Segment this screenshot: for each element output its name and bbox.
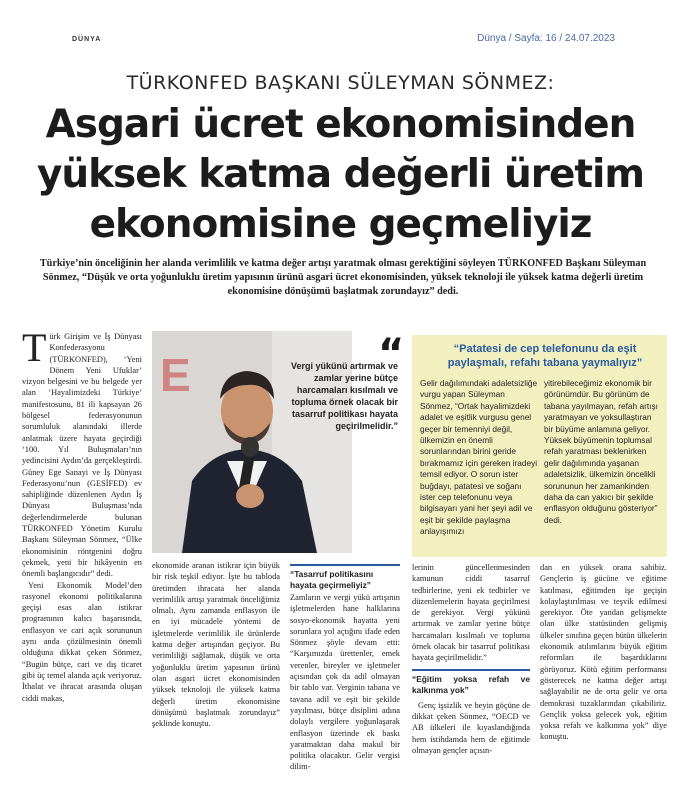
- article-column-1: [22, 331, 142, 797]
- article-deck: Türkiye’nin önceliğinin her alanda verimlilik ve katma değer artışı yaratmak olması gerektiğini söyleyen TÜRKONFED Başkanı Süleyman Sönmez, “Düşük ve orta yoğunluklu üretim yapısının ürünü asgari ücret ekonomisinden, yüksek teknoloji ile yüksek katma değerli üretim ekonomisine dönüşümü başlatmak zorundayız” dedi.: [39, 258, 647, 297]
- sidebar-column-left: Gelir dağılımındaki adaletsizliğe vurgu yapan Süleyman Sönmez, “Ortak hayalimizdeki adalet ve eşitlik vurgusu genel geçer bir temenniyi değil, ülkemizin en önemli sorunlarından birini geride bırakmamız için gereken iradeyi temsil ediyor. O sorun ister buğdayı, patatesi ve soğanı ister cep telefonunu veya bilgisayarı yani her şeyi adil ve eşit bir şekilde paylaşma anlayışımızı: [420, 378, 538, 537]
- headline-line: yüksek katma değerli üretim: [36, 152, 645, 197]
- column-paragraph: Genç işsizlik ve beyin göçüne de dikkat çeken Sönmez, “OECD ve AB ülkeleri ile kıyaslandığında hem istihdamda hem de eğitimde olmayan gençler açısın-: [412, 700, 530, 755]
- column-text: lerinin güncellenmesinden kamunun ciddi tasarruf tedbirlerine, yeni ek tedbirler ve düzenlemelerin hayata geçirilmesi de gerekiyor. Vergi yükünü artırmak ve zamlar yerine bütçe harcamaları kısılmalı ve topluma örnek olacak bir tasarruf politikası hayata geçirilmelidir.”: [412, 563, 530, 663]
- article-headline: [10, 100, 671, 250]
- drop-cap: T: [22, 331, 47, 370]
- article-column-4: [412, 562, 530, 797]
- column-text: ürk Girişim ve İş Dünyası Konfederasyonu (TÜRKONFED), ‘Yeni Dönem Yeni Ufuklar’ vizyon belgesini ve bu belgede yer alan ‘Hayalimizdeki Türkiye’ manifestosunu, 81 ili kapsayan 26 bölgesel federasyonunun sorumluluk alanındaki illerde anlatmak üzere hayata geçirdiği ‘100. Yıl Buluşmaları’nın yedincisini Aydın’da gerçekleştirdi. Güney Ege Sanayi ve İş Dünyası Federasyonu’nun (GESİFED) ev sahipliğinde düzenlenen Aydın İş Dünyası Buluşması’nda değerlendirmelerde bulunan TÜRKONFED Yönetim Kurulu Başkanı Süleyman Sönmez, “Ülke ekonomisinin röntgenini doğru çekmek, yeni bir hikâyenin en önemli başlangıcıdır” dedi.: [22, 332, 142, 579]
- sidebar-title: “Patatesi de cep telefonunu da eşit paylaşmalı, refahı tabana yaymalıyız”: [447, 343, 643, 369]
- page-header: [0, 0, 681, 80]
- article-column-3: Zamların ve vergi yükü artışının işletmelerden hane halklarına sosyo-ekonomik hayatta yeni sorunlara yol açtığını ifade eden Sönmez şöyle devam etti: “Karşımızda ürettenler, emek verenler, bireyler ve işletmeler açısından çok da adil olmayan bir tablo var. Verginin tabana ve tavana adil ve eşit bir şekilde yayılması, bütçe disiplini adına dolaylı vergilere yoğunlaşarak enflasyon üzerinde ek baskı yaratmaktan daha makul bir politika olacaktır. Gelir vergisi dilim-: [290, 593, 400, 772]
- article-column-5: dan en yüksek orana sahibiz. Gençlerin iş gücüne ve eğitime katılması, eğitimden işe geçişin kolaylaştırılması ve teşvik edilmesi gerekiyor. Öte yandan gelişmekte olan ülke statüsünden gelişmiş ülkeler sınıfına geçen bütün ülkelerin ekonomik atılımlarını büyük eğitim reformları ile başardıklarını görüyoruz. Kötü eğitim performansı gösterecek ne katma değer artışı sağlayabilir ne de orta gelir ve orta demokrasi tuzaklarından çıkabiliriz. Gençlik yoksa gelecek yok, eğitim yoksa refah ve kalkınma yok” diye konuştu.: [540, 563, 667, 742]
- svg-text:E: E: [160, 349, 191, 401]
- newspaper-logo: DÜNYA: [72, 36, 102, 43]
- headline-line: ekonomisine geçmeliyiz: [89, 202, 592, 247]
- column-paragraph: Yeni Ekonomik Model’den rasyonel ekonomi politikalarına geçişi esas alan istikrar programının kalıcı başarısında, enflasyon ve cari açık sorununun aynı anda çözülmesinin önemli olduğuna dikkat çeken Sönmez, “Bugün bütçe, cari ve dış ticaret gibi üç temel alanda açık veriyoruz. İthalat ve ihracat arasında oluşan ciddi makas,: [22, 580, 142, 703]
- article-column-2: ekonomide aranan istikrar için büyük bir risk teşkil ediyor. İşte bu tabloda üretimden ihracata her alanda verimlilik artışı yaratmak önceliğimiz olmalı. Aynı zamanda enflasyon ile en iyi mücadele yöntemi de işletmelerde verimlilik ile ürünlerde katma değer artışından geçiyor. Bu verimliliği sağlamak, düşük ve orta yoğunluklu üretim yapısının ürünü olan asgari ücret ekonomisinden yüksek teknoloji ile yüksek katma değerli üretim ekonomisine dönüşümü başlatmak zorundayız” şeklinde konuştu.: [152, 561, 280, 729]
- section-subhead: “Eğitim yoksa refah ve kalkınma yok”: [412, 669, 530, 696]
- pull-quote: Vergi yükünü artırmak ve zamlar yerine bütçe harcamaları kısılmalı ve topluma örnek olacak bir tasarruf politikası hayata geçirilmelidir.”: [290, 361, 398, 431]
- article-kicker: TÜRKONFED BAŞKANI SÜLEYMAN SÖNMEZ:: [126, 72, 555, 94]
- photo-caption: “Tasarruf politikasını hayata geçirmeliyiz”: [290, 564, 400, 591]
- sidebar-column-right: yitirebileceğimiz ekonomik bir görünümdür. Bu görünüm de tabana yayılmayan, refah artışı yaratmayan ve yoksullaştıran bir büyüme anlamına geliyor. Yüksek büyümenin toplumsal refah yaratması beklenirken gelir dağılımında yaşanan adaletsizlik, ülkemizin öncelikli sorununun her zamankinden daha da can yakıcı bir şekilde enflasyon olduğunu gösteriyor” dedi.: [544, 378, 658, 525]
- quote-mark-icon: “: [378, 331, 405, 377]
- headline-line: Asgari ücret ekonomisinden: [45, 102, 636, 147]
- page-source: Dünya / Sayfa: 16 / 24.07.2023: [477, 33, 615, 44]
